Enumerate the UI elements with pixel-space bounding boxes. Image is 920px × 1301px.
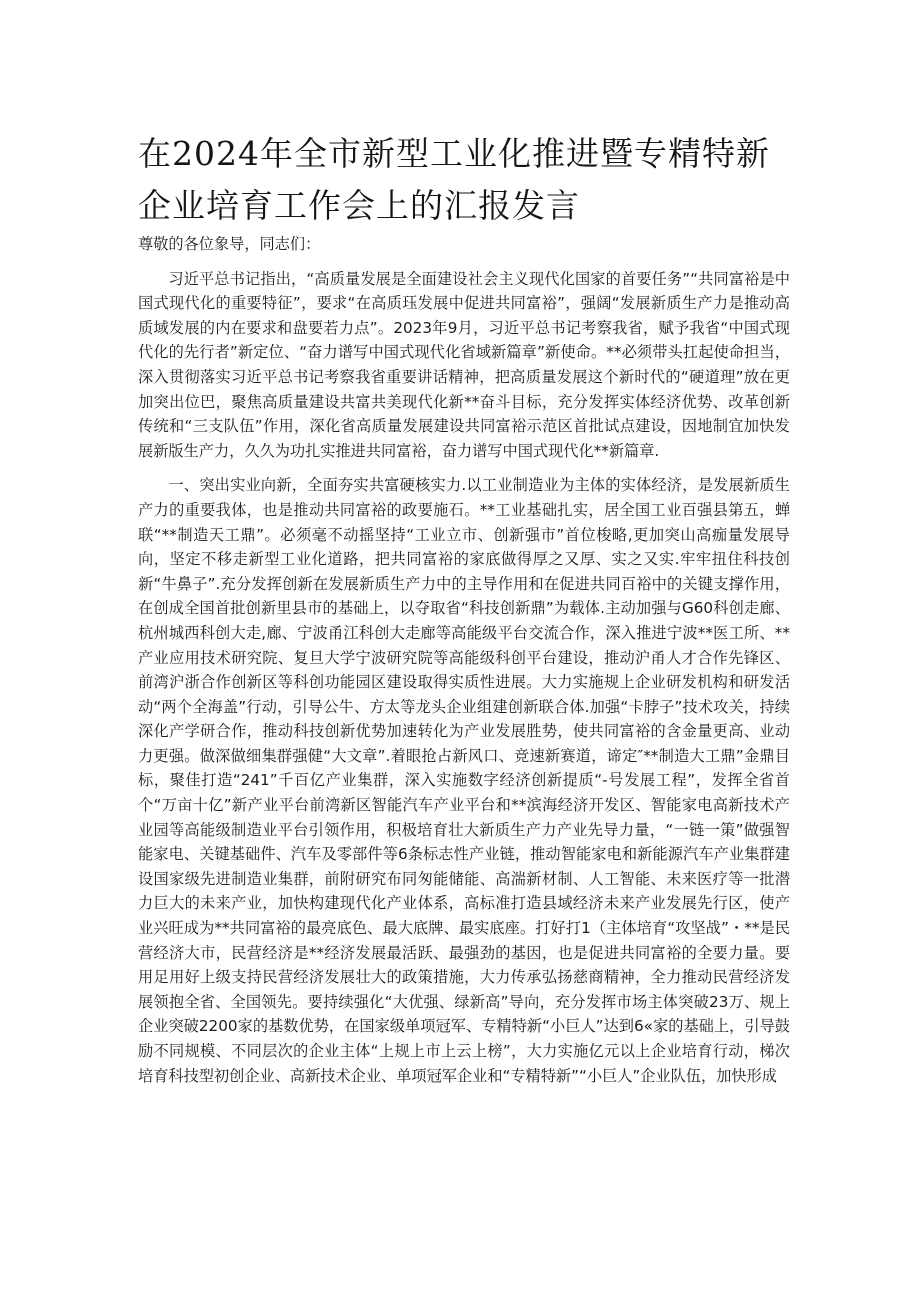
paragraph-section-one: 一、突出实业向新，全面夯实共富硬核实力.以工业制造业为主体的实体经济，是发展新质生产力的重要我体，也是推动共同富裕的政要施石。**工业基础扎实，居全国工业百强县第五，蝉联“**制造天工鼎”。必须毫不动摇坚持“工业立市、创新强市”首位梭略,更加突山高痂量发展导向，坚定不移走新型工业化道路，把共同富裕的家底做得厚之又厚、实之又实.牢牢扭住科技创新“牛鼻子”.充分发挥创新在发展新质生产力中的主导作用和在促进共同百裕中的关键支撑作用，在创成全国首批创新里县市的基础上，以夺取省“科技创新鼎”为载体.主动加强与G60科创走廊、杭州城西科创大走,廊、宁波甬江科创大走廊等高能级平台交流合作，深入推进宁波**医工所、**产业应用技术研究院、复旦大学宁波研究院等高能级科创平台建设，推动沪甬人才合作先锋区、前湾沪浙合作创新区等科创功能园区建设取得实质性进展。大力实施规上企业研发机构和研发活动“两个全海盖”行动，引导公牛、方太等龙头企业组建创新联合体.加强“卡脖子”技术攻关，持续深化产学研合作，推动科技创新优势加速转化为产业发展胜势，使共同富裕的含金量更高、业动力更强。做深做细集群强健“大文章”.着眼抢占新风口、竞速新赛道，谛定″**制造大工鼎”金鼎目标，聚佳打造“241”千百亿产业集群，深入实施数字经济创新提质“-号发展工程”，发挥全省首个“万亩十亿”新产业平台前湾新区智能汽车产业平台和**滨海经济开发区、智能家电高新技术产业园等高能级制造业平台引领作用，积极培育壮大新质生产力产业先导力量，“一链一策”做强智能家电、关键基础件、汽车及零部件等6条标志性产业链，推动智能家电和新能源汽车产业集群建设国家级先进制造业集群，前附研究布同匆能储能、高湍新材制、人工智能、未来医疗等一批潜力巨大的未来产业，加快构建现代化产业体系，高标准打造县域经济未来产业发展先行区，使产业兴旺成为**共同富裕的最亮底色、最大底牌、最实底座。打好打1（主体培育“攻坚战”・**是民营经济大市，民营经济是**经济发展最活跃、最强劲的基因，也是促进共同富裕的全要力量。要用足用好上级支持民营经济发展壮大的政策措施，大力传承弘扬慈商精神，全力推动民营经济发展领抱全省、全国领先。要持续强化“大优强、绿新高”导向，充分发挥市场主体突破23万、规上企业突破2200家的基数优势，在国家级单项冠军、专精特新“小巨人”达到6«家的基础上，引导鼓励不同规模、不同层次的企业主体“上规上市上云上榜”，大力实施亿元以上企业培育行动，梯次培育科技型初创企业、高新技术企业、单项冠军企业和“专精特新”“小巨人”企业队伍，加快形成 <box>138 476 790 1085</box>
salutation: 尊敬的各位象导，同志们： <box>138 235 321 253</box>
document-body <box>138 232 790 1098</box>
paragraph-intro: 习近平总书记指出，“高质量发展是全面建设社会主义现代化国家的首要任务”“共同富裕是中国式现代化的重要特征”，要求“在高质珏发展中促进共同富裕”，强阔“发展新质生产力是推动高质域发展的内在要求和盘要若力点”。2023年9月，习近平总书记考察我省，赋予我省“中国式现代化的先行者”新定位、“奋力谱写中国式现代化省域新篇章”新使命。**必须带头扛起使命担当，深入贯彻落实习近平总书记考察我省重要讲话精神，把高质量发展这个新时代的“硬道理”放在更加突出位巴，聚焦高质量建设共富共美现代化新**奋斗目标，充分发挥实体经济优势、改革创新传统和“三支队伍”作用，深化省高质量发展建设共同富裕示范区首批试点建设，因地制宜加快发展新版生产力，久久为功扎实推进共同富裕，奋力谱写中国式现代化**新篇章. <box>138 269 790 460</box>
document-title: 在2024年全市新型工业化推进暨专精特新企业培育工作会上的汇报发言 <box>138 134 770 225</box>
